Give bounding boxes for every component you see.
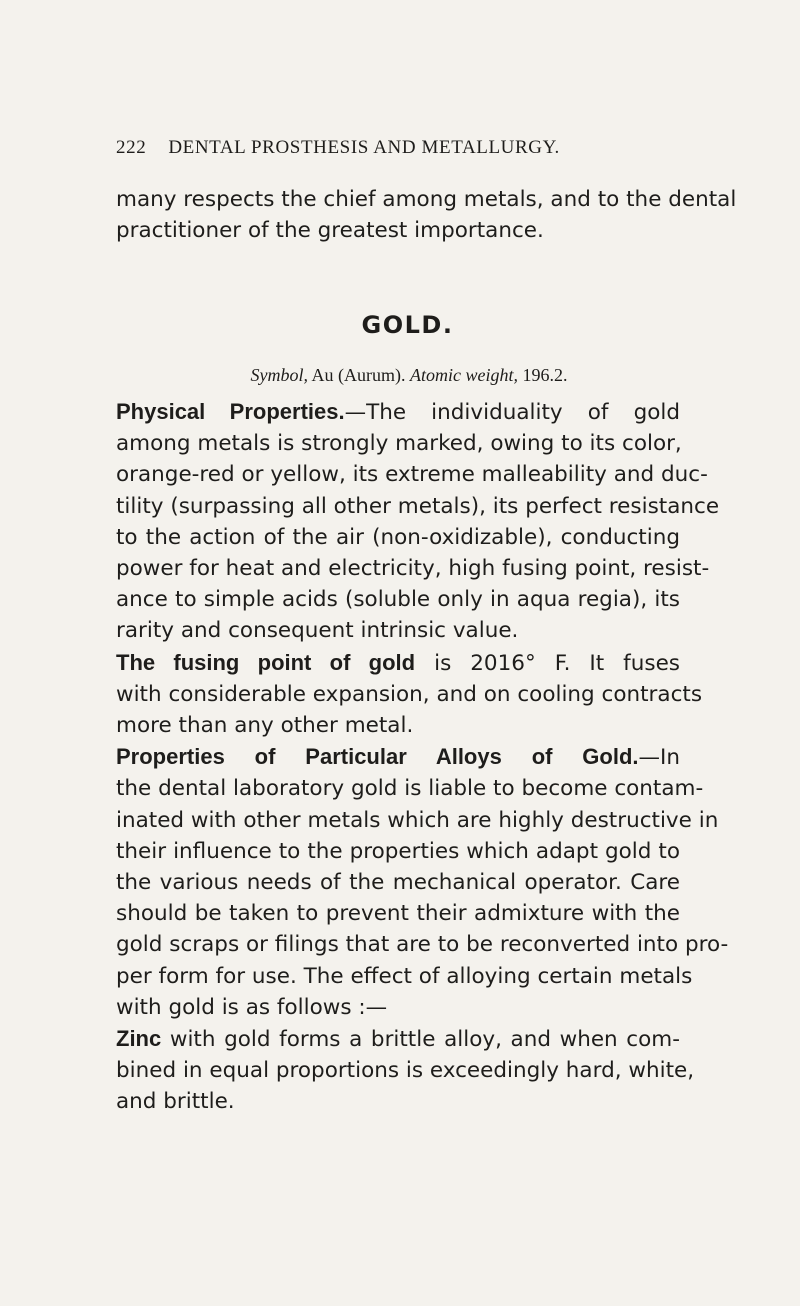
- text-line: their influence to the properties which adapt gold to: [116, 838, 680, 864]
- text-line: to the action of the air (non-oxidizable), conducting: [116, 524, 680, 550]
- running-head: [116, 137, 636, 159]
- symbol-value: Au (Aurum).: [308, 365, 410, 385]
- text-line: inated with other metals which are highly destructive in: [116, 807, 719, 833]
- text-line: Properties of Particular Alloys of Gold.—In: [116, 744, 680, 771]
- text-line: among metals is strongly marked, owing to its color,: [116, 431, 682, 457]
- body-text: [116, 396, 729, 1118]
- text-line: more than any other metal.: [116, 713, 414, 739]
- text-line: tility (surpassing all other metals), its perfect resistance: [116, 493, 720, 519]
- paragraph-lead: The fusing point of gold: [116, 649, 416, 675]
- text-line: Zinc with gold forms a brittle alloy, and when com-: [116, 1026, 680, 1053]
- text-line: the various needs of the mechanical operator. Care: [116, 870, 680, 896]
- atomic-weight-label: Atomic weight,: [410, 365, 518, 385]
- text-line: per form for use. The effect of alloying certain metals: [116, 963, 693, 989]
- text-line: and brittle.: [116, 1089, 235, 1115]
- text-line: orange-red or yellow, its extreme malleability and duc-: [116, 462, 708, 488]
- text-line: gold scraps or filings that are to be reconverted into pro-: [116, 932, 729, 958]
- running-title: DENTAL PROSTHESIS AND METALLURGY.: [168, 137, 560, 158]
- intro-paragraph: [116, 184, 737, 246]
- symbol-line: [0, 365, 800, 386]
- text-line: bined in equal proportions is exceedingly hard, white,: [116, 1058, 695, 1084]
- text-line: with gold is as follows :—: [116, 994, 388, 1020]
- text-line: should be taken to prevent their admixture with the: [116, 901, 680, 927]
- text-line: ance to simple acids (soluble only in aqua regia), its: [116, 587, 680, 613]
- text-line: The fusing point of gold is 2016° F. It fuses: [116, 649, 681, 676]
- atomic-weight-value: 196.2.: [517, 365, 568, 385]
- symbol-label: Symbol,: [250, 365, 308, 385]
- text-line: practitioner of the greatest importance.: [116, 218, 544, 244]
- paragraph-lead: Zinc: [116, 1026, 162, 1052]
- page-number: 222: [116, 137, 147, 158]
- paragraph-lead: Properties of Particular Alloys of Gold.: [116, 744, 639, 770]
- paragraph-lead: Physical Properties.: [116, 399, 345, 424]
- text-line: rarity and consequent intrinsic value.: [116, 618, 519, 644]
- text-line: with considerable expansion, and on cooling contracts: [116, 681, 703, 707]
- text-line: Physical Properties.—The individuality of gold: [116, 399, 680, 425]
- text-line: many respects the chief among metals, and to the dental: [116, 187, 737, 212]
- text-line: power for heat and electricity, high fusing point, resist-: [116, 556, 710, 582]
- section-heading: GOLD.: [361, 311, 454, 339]
- text-line: the dental laboratory gold is liable to become contam-: [116, 776, 704, 802]
